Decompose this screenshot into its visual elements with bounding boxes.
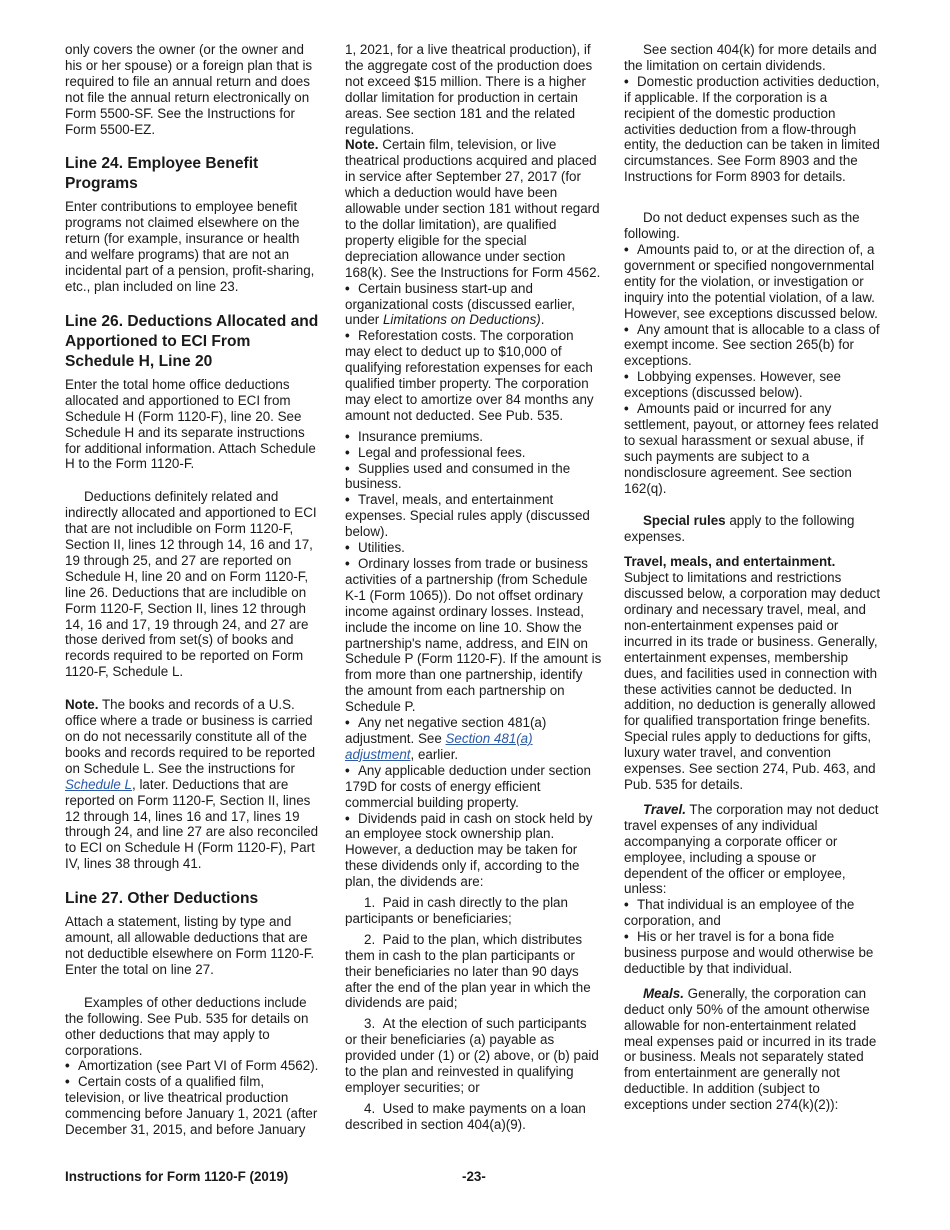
paragraph: Examples of other deductions include the following. See Pub. 535 for details on other deductions that may apply to corporations. (65, 994, 309, 1058)
note-text: The books and records of a U.S. office where a trade or business is carried on do not necessarily constitute all of the books and records required to be reported on Schedule L. See the instructions for (65, 697, 316, 776)
paragraph-text: The corporation may not deduct travel expenses of any individual accompanying a corporate officer or employee, including a spouse or dependent of the officer or employee, unless: (624, 801, 879, 897)
paragraph: Do not deduct expenses such as the following. (624, 210, 860, 242)
travel-meals-label: Travel, meals, and entertainment. (624, 554, 836, 570)
paragraph: Deductions definitely related and indirectly allocated and apportioned to ECI that are not includible on Form 1120-F, Section II, lines 12 through 14, 16 and 17, 19 through 25, and 27 are reported on Schedule H, line 20 and on Form 1120-F, line 26. Deductions that are includible on Form 1120-F, Section II, lines 12 through 14, 16 and 17, 19 through 24, and 27 are those derived from set(s) of books and records required to be reported on Form 1120-F, Schedule L. (65, 489, 317, 680)
paragraph: only covers the owner (or the owner and his or her spouse) or a foreign plan that is required to file an annual return and does not file the annual return electronically on Form 5500-SF. See the Instructions for Form 5500-EZ. (65, 42, 313, 137)
note-label: Note. (65, 697, 99, 713)
note-text: Certain film, television, or live theatrical productions acquired and placed in service after September 27, 2017 (for which a deduction would have been allowable under section 181 without regard to the dollar limitation), are qualified property eligible for the special depreciation allowance under section 168(k). See the Instructions for Form 4562. (345, 137, 601, 280)
paragraph: See section 404(k) for more details and the limitation on certain dividends. (624, 42, 877, 73)
note-paragraph (65, 697, 322, 872)
paragraph (624, 513, 881, 545)
bullet-item: • Dividends paid in cash on stock held by an employee stock ownership plan. However, a deduction may be taken for these dividends only if, according to the plan, the dividends are: (345, 811, 602, 891)
paragraph: Attach a statement, listing by type and amount, all allowable deductions that are not deductible elsewhere on Form 1120-F. Enter the total on line 27. (65, 914, 315, 977)
bullet-item: • Amounts paid to, or at the direction of, a government or specified nongovernmental entity for the violation, or investigation or inquiry into the potential violation, of a law. However, see exceptions discussed below. (624, 242, 881, 322)
numbered-item: 2. Paid to the plan, which distributes them in cash to the plan participants or their beneficiaries no later than 90 days after the end of the plan year in which the dividends are paid; (345, 931, 591, 1011)
bullet-item: • That individual is an employee of the corporation, and (624, 897, 881, 929)
note-label: Note. (345, 137, 379, 153)
bullet-item: • Supplies used and consumed in the business. (345, 461, 602, 493)
bullet-text: Any net negative section 481(a) adjustment. See (345, 715, 547, 746)
numbered-item: 1. Paid in cash directly to the plan participants or beneficiaries; (345, 895, 568, 926)
paragraph: 1, 2021, for a live theatrical production), if the aggregate cost of the production does not exceed $15 million. There is a higher dollar limitation for production in certain areas. See section 181 and the related regulations. (345, 42, 593, 137)
bullet-item: • Utilities. (345, 540, 602, 556)
bullet-item: • Insurance premiums. (345, 429, 602, 445)
bullet-text: . (540, 312, 545, 328)
bullet-item: • His or her travel is for a bona fide business purpose and would otherwise be deductible by that individual. (624, 929, 881, 977)
paragraph: Enter contributions to employee benefit programs not claimed elsewhere on the return (for example, insurance or health and welfare programs) that are not an incidental part of a pension, profit-sharing, etc., plan included on line 23. (65, 199, 315, 294)
bullet-item (345, 715, 602, 763)
paragraph: Enter the total home office deductions allocated and apportioned to ECI from Schedule H (Form 1120-F), line 20. See Schedule H and its separate instructions for additional information. Attach Schedule H to the Form 1120-F. (65, 376, 316, 472)
bullet-item (345, 281, 602, 329)
bullet-text: Certain business start-up and organizational costs (discussed earlier, under (345, 280, 575, 328)
paragraph (624, 554, 881, 793)
column-1 (65, 42, 322, 1138)
paragraph-text: apply to the following expenses. (624, 513, 855, 545)
bullet-item: • Domestic production activities deduction, if applicable. If the corporation is a recipient of the domestic production activities deduction from a flow-through entity, the deduction can be taken in limited circumstances. See Form 8903 and the Instructions for Form 8903 for details. (624, 74, 881, 185)
meals-label: Meals. (643, 985, 684, 1001)
schedule-l-link[interactable]: Schedule L (65, 776, 133, 792)
bullet-text: , earlier. (410, 746, 459, 762)
numbered-item: 3. At the election of such participants or their beneficiaries (a) payable as provided under (1) or (2) above, or (b) paid to the plan and reinvested in qualifying employer securities; or (345, 1016, 599, 1095)
bullet-item: • Travel, meals, and entertainment expenses. Special rules apply (discussed below). (345, 492, 602, 540)
page-number: -23- (462, 1169, 486, 1184)
column-2 (345, 42, 602, 1133)
note-paragraph (345, 137, 602, 280)
paragraph-text: Subject to limitations and restrictions discussed below, a corporation may deduct ordinary and necessary travel, meal, and non-entertainment expenses paid or incurred in its trade or business. Generally, entertainment expenses, membership dues, and facilities used in connection with these activities cannot be deducted. In addition, no deduction is generally allowed for qualified transportation fringe benefits. Special rules apply to deductions for gifts, luxury water travel, and convention expenses. See section 274, Pub. 463, and Pub. 535 for details. (624, 570, 881, 792)
bullet-item: • Amortization (see Part VI of Form 4562). (65, 1058, 322, 1074)
numbered-item: 4. Used to make payments on a loan described in section 404(a)(9). (345, 1100, 586, 1132)
bullet-item: • Amounts paid or incurred for any settlement, payout, or attorney fees related to sexual harassment or sexual abuse, if such payments are subject to a nondisclosure agreement. See section 162(q). (624, 401, 881, 496)
heading-line-26: Line 26. Deductions Allocated and Apportioned to ECI From Schedule H, Line 20 (65, 312, 319, 370)
column-3 (624, 42, 881, 1113)
note-text: , later. Deductions that are reported on Form 1120-F, Section II, lines 12 through 14, lines 16 and 17, lines 19 through 24, and line 27 are also reconciled to ECI on Schedule H (Form 1120-F), Part IV, lines 38 through 41. (65, 776, 319, 872)
bullet-italic-text: Limitations on Deductions) (382, 312, 541, 328)
heading-line-24: Line 24. Employee Benefit Programs (65, 155, 259, 193)
paragraph (624, 802, 881, 897)
special-rules-label: Special rules (643, 513, 726, 529)
bullet-item: • Certain costs of a qualified film, television, or live theatrical production commencing before January 1, 2021 (after December 31, 2015, and before January (65, 1074, 322, 1138)
paragraph (624, 986, 881, 1113)
bullet-item: • Reforestation costs. The corporation may elect to deduct up to $10,000 of qualifying reforestation expenses for each qualified timber property. The corporation may elect to amortize over 84 months any amount not deducted. See Pub. 535. (345, 328, 602, 423)
paragraph-text: Generally, the corporation can deduct only 50% of the amount otherwise allowable for non-entertainment related meal expenses paid or incurred in its trade or business. Meals not separately stated from entertainment are generally not deductible. In addition (subject to exceptions under section 274(k)(2)): (624, 985, 877, 1113)
bullet-item: • Legal and professional fees. (345, 445, 602, 461)
bullet-item: • Any applicable deduction under section 179D for costs of energy efficient commercial building property. (345, 763, 602, 811)
travel-label: Travel. (643, 801, 686, 817)
section-481a-link[interactable]: Section 481(a) adjustment (345, 730, 533, 762)
bullet-item: • Lobbying expenses. However, see exceptions (discussed below). (624, 369, 881, 401)
footer-form-title: Instructions for Form 1120-F (2019) (65, 1169, 289, 1184)
bullet-item: • Ordinary losses from trade or business activities of a partnership (from Schedule K-1 (Form 1065)). Do not offset ordinary income against ordinary losses. Instead, include the income on line 10. Show the partnership's name, address, and EIN on Schedule P (Form 1120-F). If the amount is from more than one partnership, identify the amount from each partnership on Schedule P. (345, 556, 602, 715)
heading-line-27: Line 27. Other Deductions (65, 890, 259, 908)
bullet-item: • Any amount that is allocable to a class of exempt income. See section 265(b) for exceptions. (624, 322, 881, 370)
